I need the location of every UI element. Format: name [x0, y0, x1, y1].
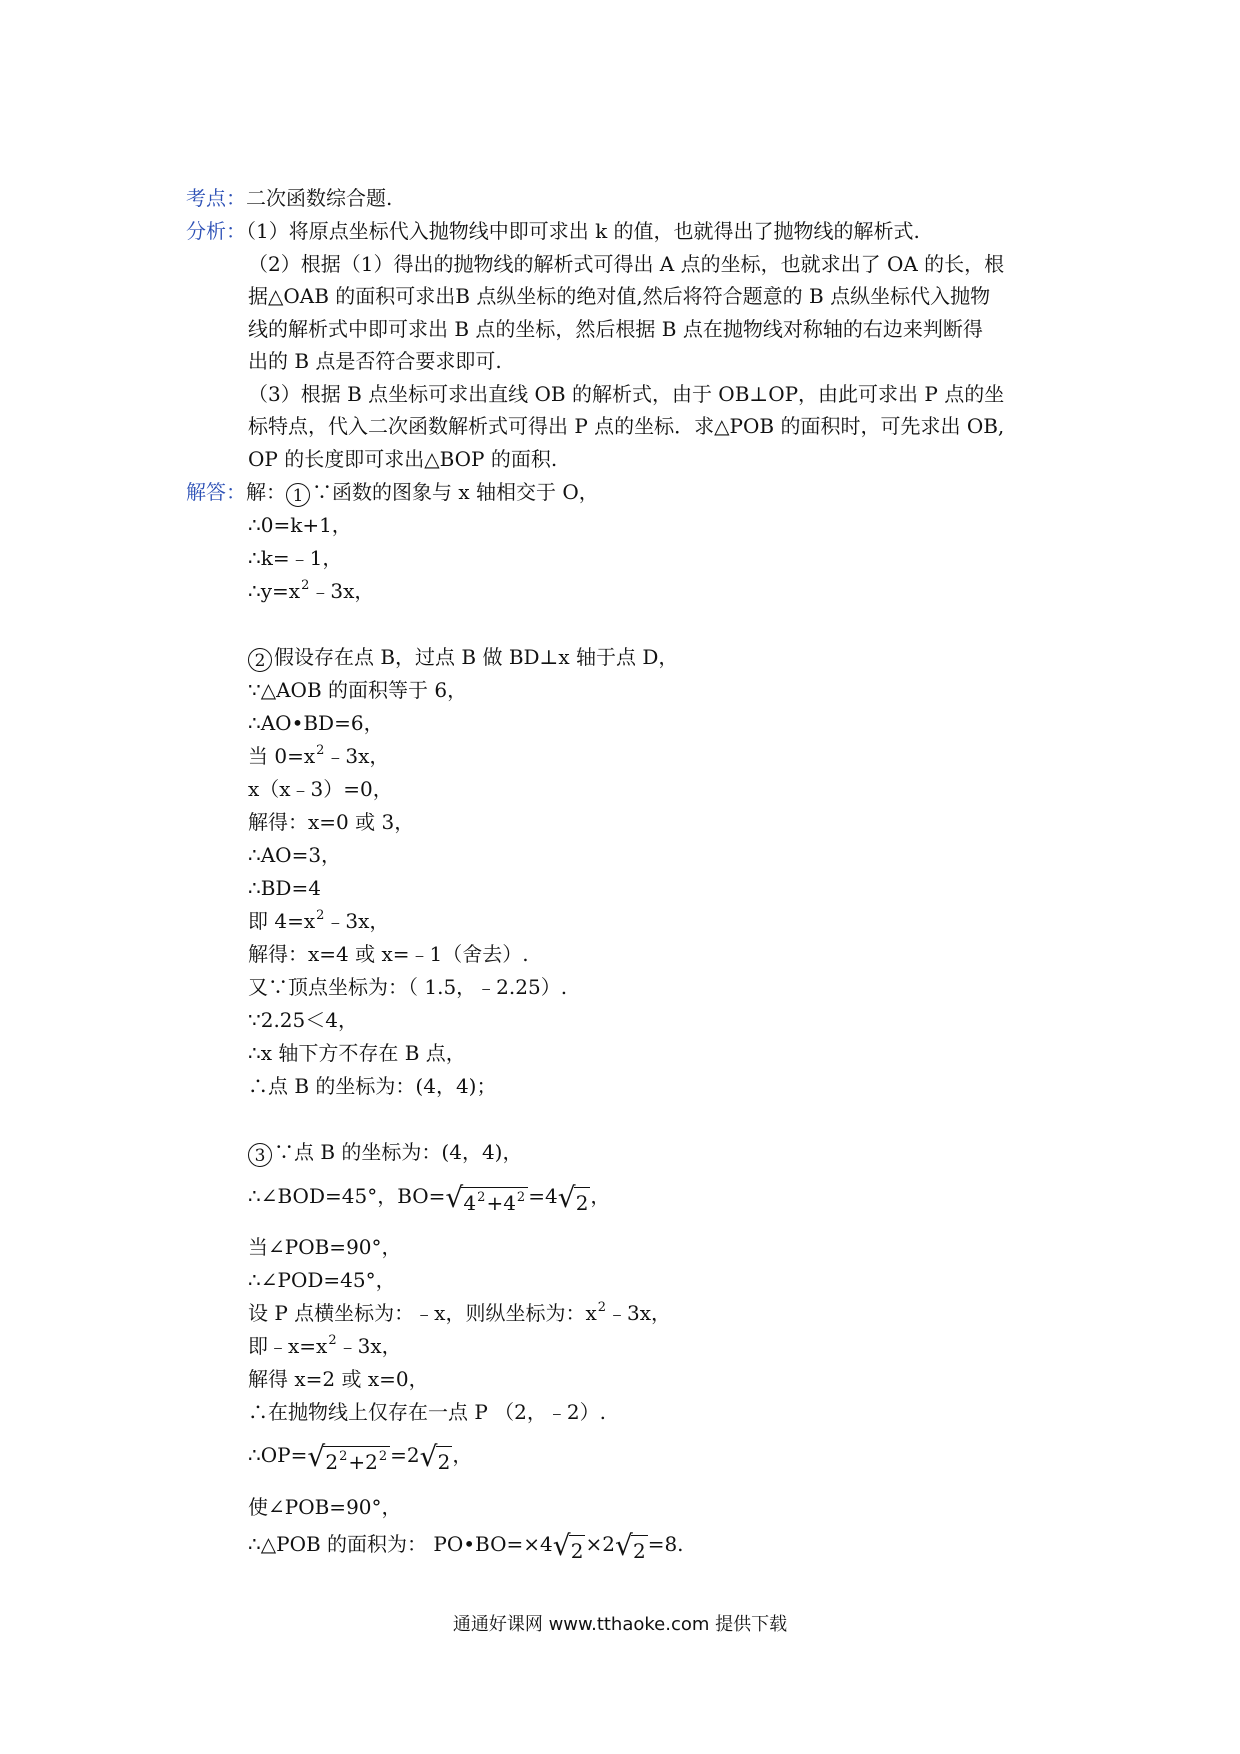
exponent: 2: [477, 1190, 486, 1205]
jieda-prefix: 解：: [246, 480, 286, 504]
fenxi-line-7: 标特点，代入二次函数解析式可得出 P 点的坐标．求△POB 的面积时，可先求出 OB,: [248, 414, 1005, 438]
kaodian-label: 考点：: [186, 186, 246, 210]
expr-part: ∴∠BOD=45°，BO=: [248, 1184, 446, 1208]
radicand-part: +4: [486, 1191, 516, 1215]
radical-sign-icon: √: [614, 1529, 633, 1562]
fenxi-line-3: 据△OAB 的面积可求出B 点纵坐标的绝对值,然后将符合题意的 B 点纵坐标代入抛物: [248, 284, 991, 308]
jieda-line-1: [186, 478, 599, 507]
step-3-text: ∵点 B 的坐标为：(4，4)，: [274, 1140, 523, 1164]
expr-part: ﹣3x，: [325, 909, 390, 933]
fenxi-line-5: 出的 B 点是否符合要求即可.: [248, 349, 502, 373]
fenxi-line-4: 线的解析式中即可求出 B 点的坐标，然后根据 B 点在抛物线对称轴的右边来判断得: [248, 317, 983, 341]
solution-line: ∴k=﹣1，: [248, 546, 343, 570]
radicand-part: 2: [436, 1446, 453, 1477]
solution-line: ∴在抛物线上仅存在一点 P （2，﹣2）.: [248, 1400, 606, 1424]
solution-line: ∴BD=4: [248, 876, 321, 900]
fenxi-line-6: （3）根据 B 点坐标可求出直线 OB 的解析式，由于 OB⊥OP，由此可求出 P 点的坐: [248, 382, 1005, 406]
step-2-marker: 2: [248, 648, 272, 672]
step-3-line: [248, 1138, 522, 1167]
solution-line: [248, 1332, 402, 1364]
solution-line: [248, 1182, 610, 1222]
expr-part: 即 4=x: [248, 909, 316, 933]
exponent: 2: [597, 1300, 607, 1315]
step-1-marker: 1: [286, 483, 310, 507]
solution-line: ∵2.25＜4，: [248, 1008, 358, 1032]
solution-line: 使∠POB=90°，: [248, 1495, 402, 1519]
exponent: 2: [316, 743, 325, 758]
radical-expression: [445, 1181, 528, 1222]
radical-sign-icon: √: [557, 1181, 576, 1214]
solution-line: ∴∠POD=45°，: [248, 1268, 396, 1292]
radicand-part: 4: [463, 1191, 477, 1215]
exponent: 2: [316, 908, 325, 923]
radical-sign-icon: √: [445, 1181, 464, 1214]
expr-part: 设 P 点横坐标为：﹣x，则纵坐标为：x: [248, 1301, 597, 1325]
expr-part: =8.: [647, 1532, 684, 1556]
expr-part: ∴OP=: [248, 1443, 308, 1467]
radical-expression: [552, 1529, 586, 1566]
solution-line: [248, 907, 389, 939]
solution-line: 解得：x=4 或 x=﹣1（舍去）.: [248, 942, 529, 966]
solution-line: [248, 1530, 684, 1566]
solution-line: ∵△AOB 的面积等于 6，: [248, 678, 468, 702]
solution-line: 解得 x=2 或 x=0，: [248, 1367, 429, 1391]
exponent: 2: [516, 1190, 526, 1205]
radical-sign-icon: √: [419, 1440, 438, 1473]
step-2-text: 假设存在点 B，过点 B 做 BD⊥x 轴于点 D，: [274, 645, 679, 669]
solution-line: [248, 1441, 472, 1481]
solution-line: 当∠POB=90°，: [248, 1235, 402, 1259]
kaodian-line: [186, 184, 392, 212]
expr-part: ∴△POB 的面积为： PO•BO=×4: [248, 1532, 553, 1556]
solution-line: ∴x 轴下方不存在 B 点，: [248, 1041, 466, 1065]
radicand-part: 2: [325, 1450, 339, 1474]
radicand-part: 2: [569, 1535, 586, 1566]
fenxi-text-1: （1）将原点坐标代入抛物线中即可求出 k 的值，也就得出了抛物线的解析式.: [246, 219, 920, 243]
jieda-label: 解答：: [186, 480, 246, 504]
exponent: 2: [339, 1449, 348, 1464]
step-1-text: ∵函数的图象与 x 轴相交于 O，: [312, 480, 599, 504]
expr-part: ∴y=x: [248, 579, 301, 603]
expr-part: ﹣3x，: [325, 744, 390, 768]
solution-line: x（x﹣3）=0，: [248, 777, 393, 801]
radical-expression: [419, 1440, 453, 1477]
solution-line: ∴点 B 的坐标为：(4，4)；: [248, 1074, 497, 1098]
fenxi-line-2: （2）根据（1）得出的抛物线的解析式可得出 A 点的坐标，也就求出了 OA 的长，根: [248, 252, 1005, 276]
radicand-part: +2: [348, 1450, 378, 1474]
kaodian-text: 二次函数综合题.: [246, 186, 393, 210]
radical-sign-icon: √: [552, 1529, 571, 1562]
solution-line: ∴0=k+1，: [248, 513, 352, 537]
exponent: 2: [378, 1449, 388, 1464]
radicand-part: 2: [574, 1187, 591, 1218]
expr-part: ，: [590, 1184, 611, 1208]
expr-part: ，: [452, 1443, 473, 1467]
step-2-line: [248, 643, 678, 672]
expr-part: ﹣3x，: [310, 579, 375, 603]
radical-expression: [614, 1529, 648, 1566]
fenxi-line-8: OP 的长度即可求出△BOP 的面积.: [248, 447, 558, 471]
solution-line: ∴AO•BD=6，: [248, 711, 384, 735]
solution-line: [248, 1299, 671, 1331]
expr-part: 即﹣x=x: [248, 1334, 328, 1358]
fenxi-line-1: [186, 217, 920, 245]
expr-part: ×2: [585, 1532, 615, 1556]
radical-expression: [307, 1440, 390, 1481]
expr-part: ﹣3x，: [607, 1301, 672, 1325]
solution-line: [248, 577, 374, 609]
expr-part: ﹣3x，: [337, 1334, 402, 1358]
expr-part: =2: [390, 1443, 420, 1467]
solution-line: 解得：x=0 或 3，: [248, 810, 415, 834]
radical-expression: [557, 1181, 591, 1218]
exponent: 2: [301, 578, 310, 593]
radicand-part: 2: [631, 1535, 648, 1566]
solution-line: 又∵顶点坐标为：（ 1.5，﹣2.25）.: [248, 975, 568, 999]
exponent: 2: [328, 1333, 337, 1348]
solution-line: ∴AO=3，: [248, 843, 342, 867]
radical-sign-icon: √: [307, 1440, 326, 1473]
footer-source: 通通好课网 www.tthaoke.com 提供下载: [452, 1614, 788, 1635]
step-3-marker: 3: [248, 1143, 272, 1167]
solution-line: [248, 742, 389, 774]
expr-part: 当 0=x: [248, 744, 316, 768]
fenxi-label: 分析：: [186, 219, 246, 243]
expr-part: =4: [528, 1184, 558, 1208]
